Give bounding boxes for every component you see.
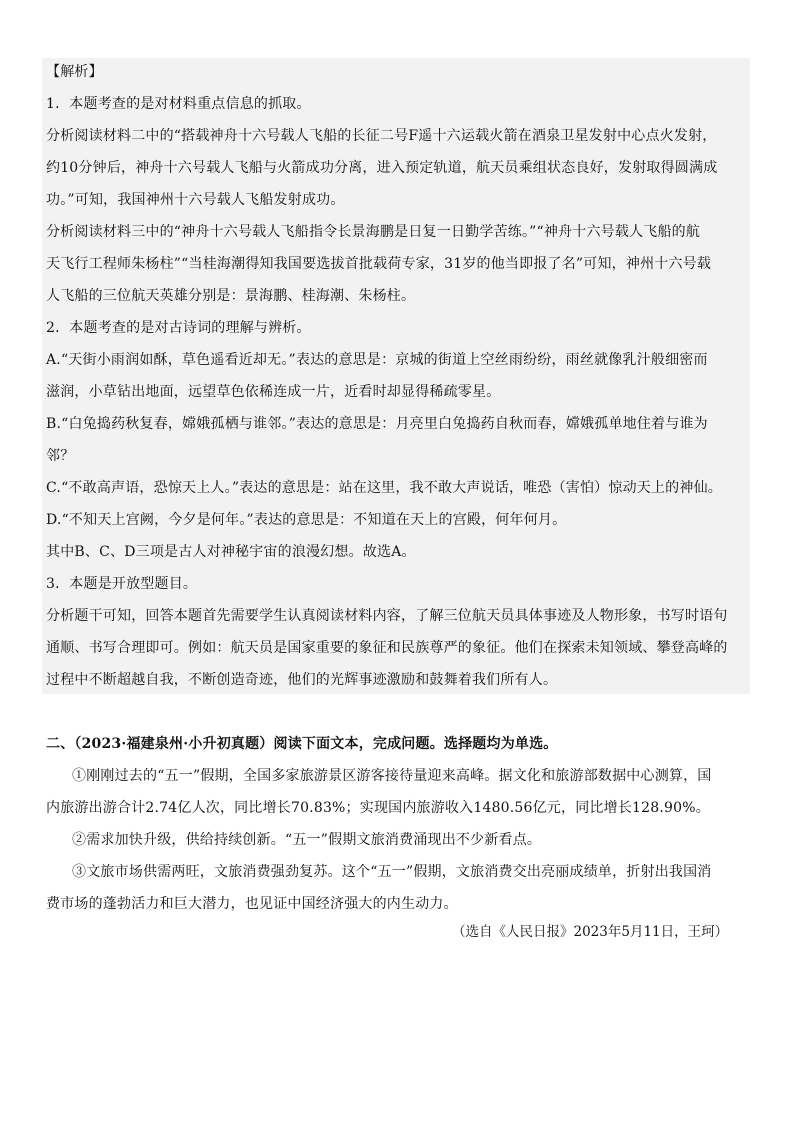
analysis-line: 分析阅读材料三中的“神舟十六号载人飞船指令长景海鹏是日复一日勤学苦练。”“神舟十六号载人飞船的航 — [46, 224, 701, 240]
passage-line: ①刚刚过去的“五一”假期，全国多家旅游景区游客接待量迎来高峰。据文化和旅游部数据中心测算，国 — [72, 768, 712, 784]
analysis-line: 约10分钟后，神舟十六号载人飞船与火箭成功分离，进入预定轨道，航天员乘组状态良好，发射取得圆满成 — [46, 160, 718, 176]
analysis-line: 1．本题考查的是对材料重点信息的抓取。 — [46, 96, 311, 112]
analysis-line: 通顺、书写合理即可。例如：航天员是国家重要的象征和民族尊严的象征。他们在探索未知领域、攀登高峰的 — [46, 640, 728, 656]
analysis-header: 【解析】 — [46, 64, 103, 80]
analysis-line: 分析阅读材料二中的“搭载神舟十六号载人飞船的长征二号F遥十六运载火箭在酒泉卫星发射中心点火发射， — [46, 128, 717, 144]
analysis-line: 2．本题考查的是对古诗词的理解与辨析。 — [46, 320, 311, 336]
analysis-line: 分析题干可知，回答本题首先需要学生认真阅读材料内容，了解三位航天员具体事迹及人物形象，书写时语句 — [46, 608, 728, 624]
analysis-line: C.“不敢高声语，恐惊天上人。”表达的意思是：站在这里，我不敢大声说话，唯恐（害怕）惊动天上的神仙。 — [46, 480, 722, 496]
analysis-line: 过程中不断超越自我，不断创造奇迹，他们的光辉事迹激励和鼓舞着我们所有人。 — [46, 672, 558, 688]
analysis-line: 天飞行工程师朱杨柱”“当桂海潮得知我国要选拔首批载荷专家，31岁的他当即报了名”可知，神州十六号载 — [46, 256, 712, 272]
source-citation: （选自《人民日报》2023年5月11日，王珂） — [452, 924, 729, 940]
analysis-line: B.“白兔捣药秋复春，嫦娥孤栖与谁邻。”表达的意思是：月亮里白兔捣药自秋而春，嫦娥孤单地住着与谁为 — [46, 416, 708, 432]
passage-line: ②需求加快升级，供给持续创新。“五一”假期文旅消费涌现出不少新看点。 — [72, 832, 542, 848]
analysis-line: 其中B、C、D三项是古人对神秘宇宙的浪漫幻想。故选A。 — [46, 544, 416, 560]
passage-line: 费市场的蓬勃活力和巨大潜力，也见证中国经济强大的内生动力。 — [46, 896, 458, 912]
analysis-line: 功。”可知，我国神州十六号载人飞船发射成功。 — [46, 192, 345, 208]
analysis-line: 人飞船的三位航天英雄分别是：景海鹏、桂海潮、朱杨柱。 — [46, 288, 416, 304]
analysis-line: 滋润，小草钻出地面，远望草色依稀连成一片，近看时却显得稀疏零星。 — [46, 384, 501, 400]
analysis-line: A.“天街小雨润如酥，草色遥看近却无。”表达的意思是：京城的街道上空丝雨纷纷，雨丝就像乳汁般细密而 — [46, 352, 708, 368]
analysis-line: D.“不知天上宫阙，今夕是何年。”表达的意思是：不知道在天上的宫殿，何年何月。 — [46, 512, 567, 528]
passage-line: 内旅游出游合计2.74亿人次，同比增长70.83%；实现国内旅游收入1480.56亿元，同比增长128.90%。 — [46, 800, 710, 816]
passage-line: ③文旅市场供需两旺，文旅消费强劲复苏。这个“五一”假期，文旅消费交出亮丽成绩单，折射出我国消 — [72, 864, 712, 880]
analysis-line: 3．本题是开放型题目。 — [46, 576, 198, 592]
question-title: 二、（2023·福建泉州·小升初真题）阅读下面文本，完成问题。选择题均为单选。 — [46, 736, 558, 752]
analysis-block — [42, 58, 750, 694]
analysis-line: 邻？ — [46, 448, 75, 464]
